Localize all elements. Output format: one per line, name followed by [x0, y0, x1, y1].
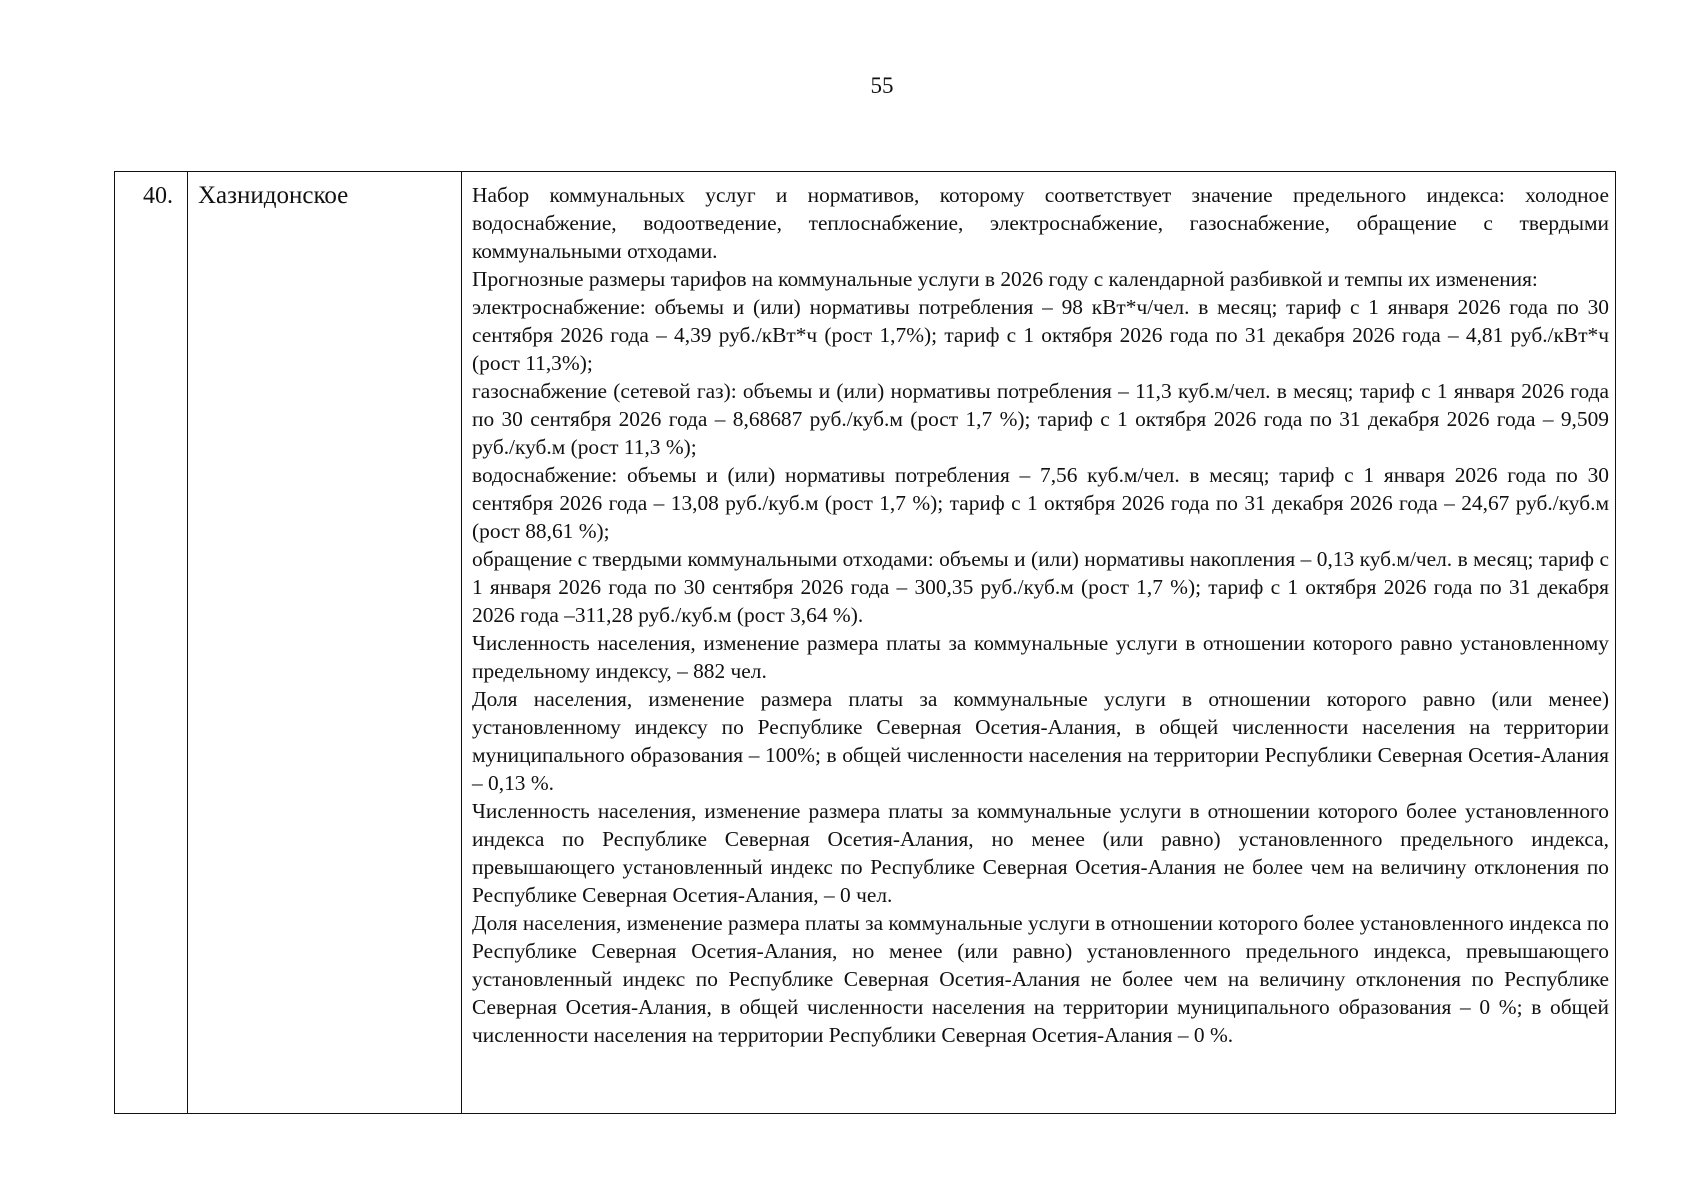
paragraph-population-share-above: Доля населения, изменение размера платы за коммунальные услуги в отношении которого более установленного индекса по Республике Северная Осетия-Алания, но менее (или равно) установленного предельного индекса, превышающего установленный индекс по Республике Северная Осетия-Алания не более чем на величину отклонения по Республике Северная Осетия-Алания, в общей численности населения на территории муниципального образования – 0 %; в общей численности населения на территории Республики Северная Осетия-Алания – 0 %.: [472, 911, 1609, 1047]
row-number-cell: [115, 172, 188, 1113]
paragraph-electricity: электроснабжение: объемы и (или) нормативы потребления – 98 кВт*ч/чел. в месяц; тариф с 1 января 2026 года по 30 сентября 2026 года – 4,39 руб./кВт*ч (рост 1,7%); тариф с 1 октября 2026 года по 31 декабря 2026 года – 4,81 руб./кВт*ч (рост 11,3%);: [472, 295, 1609, 375]
settlement-name: Хазнидонское: [198, 182, 349, 209]
paragraph-population-equal-limit: Численность населения, изменение размера платы за коммунальные услуги в отношении которого равно установленному предельному индексу, – 882 чел.: [472, 631, 1609, 683]
paragraph-services-set: Набор коммунальных услуг и нормативов, которому соответствует значение предельного индекса: холодное водоснабжение, водоотведение, теплоснабжение, электроснабжение, газоснабжение, обращение с твердыми коммунальными отходами.: [472, 183, 1609, 263]
description-cell: [462, 172, 1615, 1113]
paragraph-population-share-equal: Доля населения, изменение размера платы за коммунальные услуги в отношении которого равно (или менее) установленному индексу по Республике Северная Осетия-Алания, в общей численности населения на территории муниципального образования – 100%; в общей численности населения на территории Республики Северная Осетия-Алания – 0,13 %.: [472, 687, 1609, 795]
page-number: 55: [870, 73, 894, 98]
paragraph-water: водоснабжение: объемы и (или) нормативы потребления – 7,56 куб.м/чел. в месяц; тариф с 1 января 2026 года по 30 сентября 2026 года – 13,08 руб./куб.м (рост 1,7 %); тариф с 1 октября 2026 года по 31 декабря 2026 года – 24,67 руб./куб.м (рост 88,61 %);: [472, 463, 1609, 543]
paragraph-solid-waste: обращение с твердыми коммунальными отходами: объемы и (или) нормативы накопления – 0,13 куб.м/чел. в месяц; тариф с 1 января 2026 года по 30 сентября 2026 года – 300,35 руб./куб.м (рост 1,7 %); тариф с 1 октября 2026 года по 31 декабря 2026 года –311,28 руб./куб.м (рост 3,64 %).: [472, 547, 1609, 627]
row-number: 40.: [143, 183, 173, 209]
data-table: [114, 171, 1616, 1114]
paragraph-gas: газоснабжение (сетевой газ): объемы и (или) нормативы потребления – 11,3 куб.м/чел. в месяц; тариф с 1 января 2026 года по 30 сентября 2026 года – 8,68687 руб./куб.м (рост 1,7 %); тариф с 1 октября 2026 года по 31 декабря 2026 года – 9,509 руб./куб.м (рост 11,3 %);: [472, 379, 1609, 459]
settlement-name-cell: [188, 172, 462, 1113]
paragraph-population-above-index: Численность населения, изменение размера платы за коммунальные услуги в отношении которого более установленного индекса по Республике Северная Осетия-Алания, но менее (или равно) установленного предельного индекса, превышающего установленный индекс по Республике Северная Осетия-Алания не более чем на величину отклонения по Республике Северная Осетия-Алания, – 0 чел.: [472, 799, 1609, 907]
paragraph-tariff-forecast-intro: Прогнозные размеры тарифов на коммунальные услуги в 2026 году с календарной разбивкой и темпы их изменения:: [472, 267, 1538, 291]
